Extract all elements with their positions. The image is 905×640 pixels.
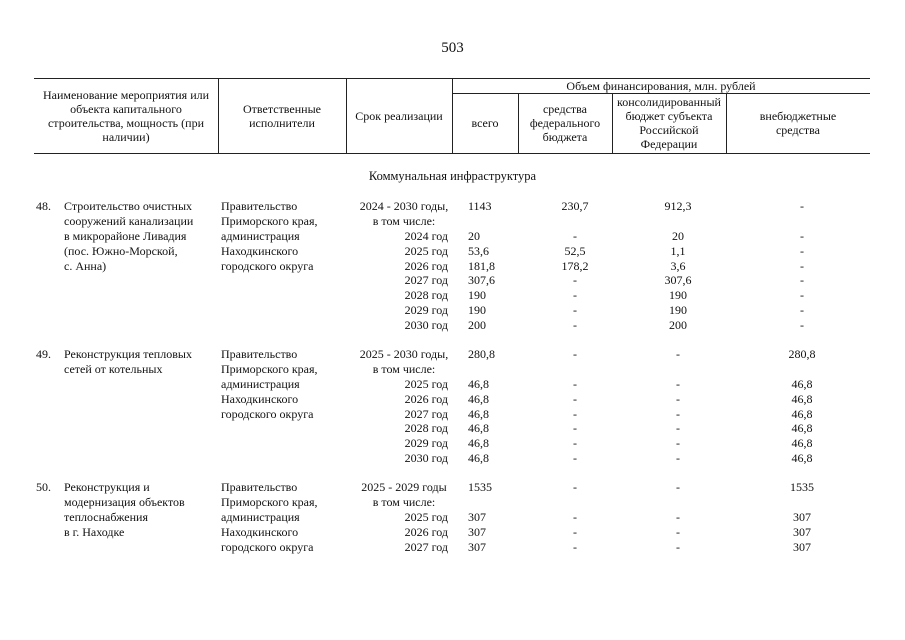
item-number-text: 48. bbox=[36, 199, 51, 213]
table-item bbox=[34, 480, 870, 554]
consolidated-cell: 190 bbox=[669, 303, 687, 318]
total-cell: 181,8 bbox=[468, 258, 495, 273]
table-item bbox=[34, 199, 870, 333]
total-cell: 307 bbox=[468, 524, 486, 539]
total-cell: 307 bbox=[468, 539, 486, 554]
federal-cell: - bbox=[573, 421, 577, 436]
consolidated-cell bbox=[622, 214, 734, 229]
total-cell bbox=[468, 214, 528, 229]
federal-cell bbox=[528, 214, 622, 229]
consolidated-cell: 200 bbox=[669, 318, 687, 333]
extrabudget-cell bbox=[734, 362, 870, 377]
period-cell: 2025 - 2030 годы, bbox=[359, 347, 449, 362]
header-funding-group: Объем финансирования, млн. рублей bbox=[566, 79, 756, 93]
federal-cell: 230,7 bbox=[561, 199, 589, 213]
item-responsible-line: городского округа bbox=[221, 539, 314, 554]
total-cell: 1143 bbox=[468, 199, 492, 213]
item-responsible-line: Находкинского bbox=[221, 391, 299, 406]
total-cell: 46,8 bbox=[468, 406, 489, 421]
period-cell: 2027 год bbox=[404, 406, 448, 421]
item-responsible-line: Находкинского bbox=[221, 243, 299, 258]
consolidated-cell: 307,6 bbox=[664, 273, 692, 288]
total-cell: 280,8 bbox=[468, 347, 495, 362]
extrabudget-cell bbox=[734, 495, 870, 510]
item-responsible-line: Правительство bbox=[221, 347, 298, 362]
item-responsible-line: администрация bbox=[221, 376, 300, 391]
item-number bbox=[34, 480, 64, 554]
item-responsible-line: администрация bbox=[221, 228, 300, 243]
period-cell: 2026 год bbox=[404, 258, 448, 273]
total-cell: 190 bbox=[468, 288, 486, 303]
item-responsible-line: Приморского края, bbox=[221, 361, 318, 376]
federal-cell: - bbox=[573, 228, 577, 243]
consolidated-cell: - bbox=[676, 406, 680, 421]
item-total bbox=[462, 199, 528, 333]
item-name-line: Реконструкция и bbox=[64, 480, 150, 495]
federal-cell: 52,5 bbox=[564, 243, 586, 258]
consolidated-cell bbox=[622, 495, 734, 510]
extrabudget-cell: - bbox=[800, 258, 804, 273]
total-cell: 1535 bbox=[468, 480, 492, 495]
header-total-col: всего bbox=[471, 116, 499, 130]
total-cell: 200 bbox=[468, 318, 486, 333]
item-period bbox=[346, 347, 462, 466]
period-cell: 2030 год bbox=[404, 451, 448, 466]
item-extrabudget bbox=[734, 347, 870, 466]
total-cell: 46,8 bbox=[468, 376, 489, 391]
federal-cell: - bbox=[573, 347, 577, 362]
total-cell: 20 bbox=[468, 228, 480, 243]
federal-cell: - bbox=[573, 303, 577, 318]
federal-cell bbox=[528, 362, 622, 377]
item-name bbox=[64, 199, 218, 333]
period-cell: в том числе: bbox=[372, 495, 436, 510]
period-cell: 2027 год bbox=[404, 273, 448, 288]
item-responsible bbox=[218, 480, 346, 554]
item-consolidated bbox=[622, 347, 734, 466]
extrabudget-cell: 46,8 bbox=[791, 436, 813, 451]
extrabudget-cell: - bbox=[800, 318, 804, 333]
item-number bbox=[34, 199, 64, 333]
total-cell: 46,8 bbox=[468, 451, 489, 466]
item-name-line: сетей от котельных bbox=[64, 361, 163, 376]
item-name-line: теплоснабжения bbox=[64, 509, 148, 524]
item-period bbox=[346, 480, 462, 554]
federal-cell: - bbox=[573, 509, 577, 524]
federal-cell: - bbox=[573, 273, 577, 288]
total-cell: 190 bbox=[468, 303, 486, 318]
extrabudget-cell: - bbox=[800, 288, 804, 303]
item-responsible-line: городского округа bbox=[221, 406, 314, 421]
item-number-text: 50. bbox=[36, 480, 51, 495]
item-number-text: 49. bbox=[36, 347, 51, 362]
item-responsible-line: городского округа bbox=[221, 258, 314, 273]
consolidated-cell: 912,3 bbox=[664, 199, 692, 213]
consolidated-cell: - bbox=[676, 376, 680, 391]
federal-cell: - bbox=[573, 406, 577, 421]
period-cell: 2024 год bbox=[404, 228, 448, 243]
header-period-col: Срок реализации bbox=[355, 109, 443, 123]
federal-cell: - bbox=[573, 480, 577, 495]
item-responsible-line: Приморского края, bbox=[221, 213, 318, 228]
period-cell: 2025 год bbox=[404, 509, 448, 524]
period-cell: 2028 год bbox=[404, 421, 448, 436]
extrabudget-cell: 46,8 bbox=[791, 406, 813, 421]
item-name-line: Реконструкция тепловых bbox=[64, 347, 192, 362]
item-name-line: в микрорайоне Ливадия bbox=[64, 228, 187, 243]
item-name-line: сооружений канализации bbox=[64, 213, 194, 228]
table-body bbox=[34, 199, 870, 569]
header-federal-col: средства федерального бюджета bbox=[529, 102, 601, 144]
item-extrabudget bbox=[734, 480, 870, 554]
item-consolidated bbox=[622, 199, 734, 333]
total-cell: 46,8 bbox=[468, 391, 489, 406]
item-federal bbox=[528, 199, 622, 333]
period-cell: 2030 год bbox=[404, 318, 448, 333]
extrabudget-cell: 307 bbox=[793, 509, 811, 524]
item-name-line: (пос. Южно-Морской, bbox=[64, 243, 178, 258]
header-consolidated-col: консолидированный бюджет субъекта Российской Федерации bbox=[617, 95, 721, 151]
item-responsible-line: Приморского края, bbox=[221, 495, 318, 510]
extrabudget-cell: 1535 bbox=[790, 480, 814, 495]
total-cell: 53,6 bbox=[468, 243, 489, 258]
period-cell: 2027 год bbox=[404, 539, 448, 554]
item-name bbox=[64, 480, 218, 554]
consolidated-cell: - bbox=[676, 451, 680, 466]
total-cell: 307 bbox=[468, 509, 486, 524]
header-responsible-col: Ответственные исполнители bbox=[243, 102, 321, 130]
federal-cell bbox=[528, 495, 622, 510]
extrabudget-cell: 280,8 bbox=[788, 347, 816, 362]
federal-cell: - bbox=[573, 288, 577, 303]
table-item bbox=[34, 347, 870, 466]
extrabudget-cell: 307 bbox=[793, 524, 811, 539]
total-cell: 46,8 bbox=[468, 436, 489, 451]
consolidated-cell: - bbox=[676, 524, 680, 539]
period-cell: 2026 год bbox=[404, 524, 448, 539]
page-number: 503 bbox=[441, 40, 464, 56]
item-total bbox=[462, 347, 528, 466]
period-cell: 2025 год bbox=[404, 243, 448, 258]
item-responsible-line: Находкинского bbox=[221, 524, 299, 539]
extrabudget-cell: 46,8 bbox=[791, 391, 813, 406]
total-cell bbox=[468, 362, 528, 377]
item-name-line: с. Анна) bbox=[64, 258, 107, 273]
consolidated-cell: - bbox=[676, 421, 680, 436]
header-extrabudget-col: внебюджетные средства bbox=[759, 109, 837, 137]
item-consolidated bbox=[622, 480, 734, 554]
extrabudget-cell: 46,8 bbox=[791, 376, 813, 391]
period-cell: 2024 - 2030 годы, bbox=[359, 199, 449, 213]
header-name-col: Наименование мероприятия или объекта капитального строительства, мощность (при наличии) bbox=[42, 88, 210, 144]
section-title: Коммунальная инфраструктура bbox=[368, 169, 537, 183]
federal-cell: - bbox=[573, 524, 577, 539]
extrabudget-cell: 307 bbox=[793, 539, 811, 554]
extrabudget-cell: - bbox=[800, 303, 804, 318]
consolidated-cell: - bbox=[676, 539, 680, 554]
consolidated-cell bbox=[622, 362, 734, 377]
consolidated-cell: 3,6 bbox=[670, 258, 686, 273]
federal-cell: - bbox=[573, 451, 577, 466]
item-federal bbox=[528, 347, 622, 466]
item-responsible-line: администрация bbox=[221, 509, 300, 524]
federal-cell: - bbox=[573, 391, 577, 406]
federal-cell: 178,2 bbox=[561, 258, 589, 273]
item-responsible-line: Правительство bbox=[221, 480, 298, 495]
total-cell bbox=[468, 495, 528, 510]
consolidated-cell: - bbox=[676, 480, 680, 495]
total-cell: 307,6 bbox=[468, 273, 495, 288]
period-cell: 2025 год bbox=[404, 376, 448, 391]
consolidated-cell: - bbox=[676, 509, 680, 524]
period-cell: в том числе: bbox=[372, 213, 436, 228]
consolidated-cell: 1,1 bbox=[670, 243, 686, 258]
item-responsible-line: Правительство bbox=[221, 199, 298, 213]
item-extrabudget bbox=[734, 199, 870, 333]
consolidated-cell: 20 bbox=[672, 228, 684, 243]
item-number bbox=[34, 347, 64, 466]
federal-cell: - bbox=[573, 436, 577, 451]
item-period bbox=[346, 199, 462, 333]
period-cell: 2025 - 2029 годы bbox=[361, 480, 447, 495]
item-total bbox=[462, 480, 528, 554]
period-cell: 2026 год bbox=[404, 391, 448, 406]
consolidated-cell: 190 bbox=[669, 288, 687, 303]
federal-cell: - bbox=[573, 318, 577, 333]
extrabudget-cell: - bbox=[800, 243, 804, 258]
item-name-line: Строительство очистных bbox=[64, 199, 193, 213]
item-responsible bbox=[218, 347, 346, 466]
item-responsible bbox=[218, 199, 346, 333]
consolidated-cell: - bbox=[676, 347, 680, 362]
period-cell: в том числе: bbox=[372, 361, 436, 376]
period-cell: 2028 год bbox=[404, 288, 448, 303]
consolidated-cell: - bbox=[676, 391, 680, 406]
consolidated-cell: - bbox=[676, 436, 680, 451]
item-federal bbox=[528, 480, 622, 554]
period-cell: 2029 год bbox=[404, 303, 448, 318]
item-name bbox=[64, 347, 218, 466]
extrabudget-cell: 46,8 bbox=[791, 421, 813, 436]
item-name-line: в г. Находке bbox=[64, 524, 125, 539]
extrabudget-cell: - bbox=[800, 273, 804, 288]
federal-cell: - bbox=[573, 376, 577, 391]
extrabudget-cell bbox=[734, 214, 870, 229]
period-cell: 2029 год bbox=[404, 436, 448, 451]
total-cell: 46,8 bbox=[468, 421, 489, 436]
table-header bbox=[34, 78, 870, 154]
extrabudget-cell: 46,8 bbox=[791, 451, 813, 466]
federal-cell: - bbox=[573, 539, 577, 554]
extrabudget-cell: - bbox=[800, 228, 804, 243]
extrabudget-cell: - bbox=[800, 199, 804, 213]
item-name-line: модернизация объектов bbox=[64, 495, 185, 510]
